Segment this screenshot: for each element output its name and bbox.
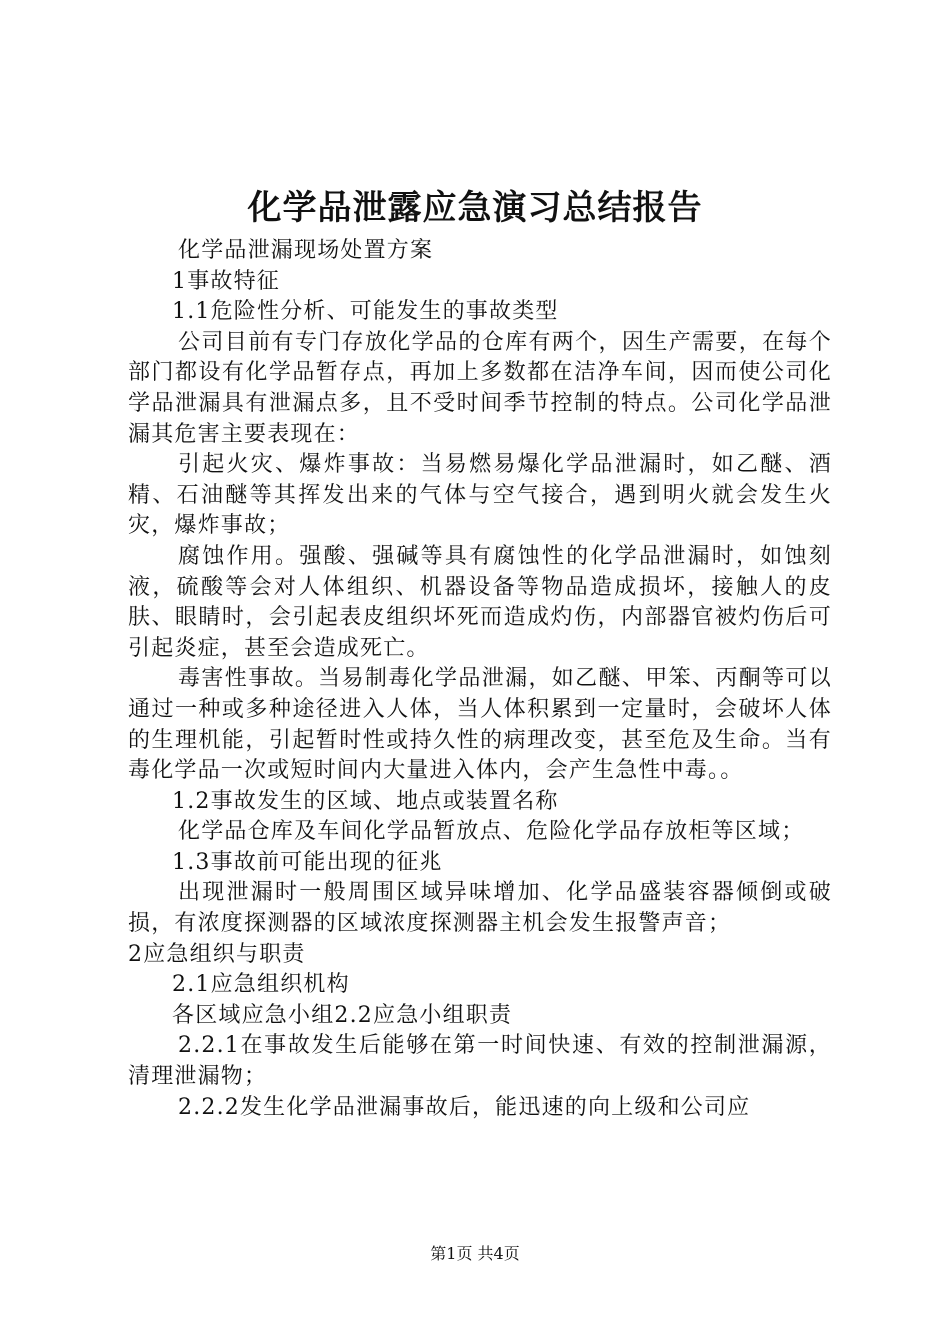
section-heading: 1.3事故前可能出现的征兆 xyxy=(172,849,443,875)
section-heading: 1.1危险性分析、可能发生的事故类型 xyxy=(172,299,559,325)
paragraph: 各区域应急小组2.2应急小组职责 xyxy=(172,1002,513,1028)
page-footer: 第1页 共4页 xyxy=(430,1244,520,1263)
paragraph: 公司目前有专门存放化学品的仓库有两个，因生产需要，在每个部门都设有化学品暂存点，再加上多数都在洁净车间，因而使公司化学品泄漏具有泄漏点多，且不受时间季节控制的特点。公司化学品泄漏其危害主要表现在： xyxy=(128,329,832,447)
document-title: 化学品泄露应急演习总结报告 xyxy=(247,188,703,228)
paragraph: 出现泄漏时一般周围区域异味增加、化学品盛装容器倾倒或破损，有浓度探测器的区域浓度探测器主机会发生报警声音； xyxy=(128,880,832,937)
paragraph: 2.2.2发生化学品泄漏事故后，能迅速的向上级和公司应 xyxy=(178,1094,751,1120)
paragraph: 化学品泄漏现场处置方案 xyxy=(178,238,434,263)
paragraph: 腐蚀作用。强酸、强碱等具有腐蚀性的化学品泄漏时，如蚀刻液，硫酸等会对人体组织、机器设备等物品造成损坏，接触人的皮肤、眼睛时，会引起表皮组织坏死而造成灼伤，内部器官被灼伤后可引起炎症，甚至会造成死亡。 xyxy=(128,543,832,661)
section-heading: 1.2事故发生的区域、地点或装置名称 xyxy=(172,788,559,814)
paragraph: 引起火灾、爆炸事故：当易燃易爆化学品泄漏时，如乙醚、酒精、石油醚等其挥发出来的气体与空气接合，遇到明火就会发生火灾，爆炸事故； xyxy=(128,452,832,539)
paragraph: 化学品仓库及车间化学品暂放点、危险化学品存放柜等区域； xyxy=(178,819,805,845)
section-heading: 1事故特征 xyxy=(172,268,280,294)
document-body xyxy=(128,236,832,1123)
section-heading: 2.1应急组织机构 xyxy=(172,972,350,998)
paragraph: 2.2.1在事故发生后能够在第一时间快速、有效的控制泄漏源，清理泄漏物； xyxy=(128,1033,832,1090)
paragraph: 毒害性事故。当易制毒化学品泄漏，如乙醚、甲笨、丙酮等可以通过一种或多种途径进入人体，当人体积累到一定量时，会破坏人体的生理机能，引起暂时性或持久性的病理改变，甚至危及生命。当有毒化学品一次或短时间内大量进入体内，会产生急性中毒。。 xyxy=(128,666,832,784)
section-heading: 2应急组织与职责 xyxy=(128,941,306,967)
